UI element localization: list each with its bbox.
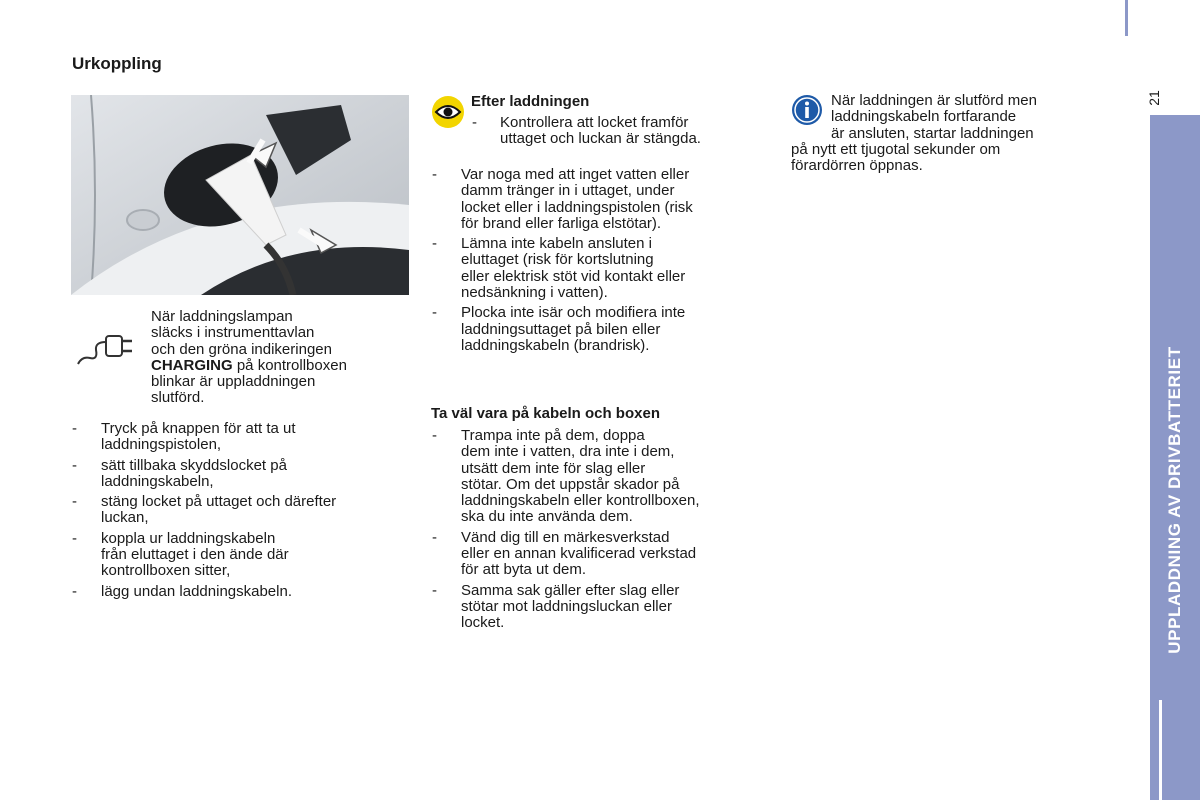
top-accent-bar <box>1125 0 1128 36</box>
cable-care-list <box>431 428 771 636</box>
list-item: - Tryck på knappen för att ta ut laddningspistolen, <box>71 421 411 454</box>
list-item: - sätt tillbaka skyddslocket på laddningskabeln, <box>71 458 411 491</box>
list-item: - Samma sak gäller efter slag eller stötar mot laddningsluckan eller locket. <box>431 583 771 632</box>
info-note: När laddningen är slutförd men laddningskabeln fortfarande är ansluten, startar laddningen på nytt ett tjugotal sekunder om förardörren öppnas. <box>791 92 1037 175</box>
charging-indicator-label: CHARGING <box>151 356 233 374</box>
list-item: - Var noga med att inget vatten eller damm tränger in i uttaget, under locket eller i laddningspistolen (risk för brand eller farliga elstötar). <box>431 167 771 232</box>
page-number: 21 <box>1146 90 1162 106</box>
section-tab-divider <box>1159 700 1162 800</box>
list-item: - Plocka inte isär och modifiera inte laddningsuttaget på bilen eller laddningskabeln (brandrisk). <box>431 305 771 354</box>
disconnect-steps-list <box>71 421 411 604</box>
list-item: - stäng locket på uttaget och därefter luckan, <box>71 494 411 527</box>
eye-icon <box>431 95 465 129</box>
warnings-list <box>431 167 771 358</box>
list-item: - koppla ur laddningskabeln från eluttaget i den ände där kontrollboxen sitter, <box>71 531 411 580</box>
charging-port-photo <box>71 95 409 295</box>
charging-complete-note: När laddningslampan släcks i instrumenttavlan och den gröna indikeringen CHARGING på kontrollboxen blinkar är uppladdningen slutförd. <box>151 308 347 407</box>
plug-cable-icon <box>76 328 140 368</box>
page-title: Urkoppling <box>72 54 162 73</box>
list-item: - Trampa inte på dem, doppa dem inte i vatten, dra inte i dem, utsätt dem inte för slag eller stötar. Om det uppstår skador på laddningskabeln eller kontrollboxen, ska du inte använda dem. <box>431 428 771 526</box>
after-charging-list <box>471 115 771 152</box>
after-charging-title: Efter laddningen <box>471 93 590 110</box>
list-item: - Lämna inte kabeln ansluten i eluttaget (risk för kortslutning eller elektrisk stöt vid kontakt eller nedsänkning i vatten). <box>431 236 771 301</box>
section-label: UPPLADDNING AV DRIVBATTERIET <box>1165 346 1184 654</box>
list-item: - lägg undan laddningskabeln. <box>71 584 411 600</box>
list-item: - Kontrollera att locket framför uttaget och luckan är stängda. <box>471 115 771 148</box>
cable-care-title: Ta väl vara på kabeln och boxen <box>431 405 660 422</box>
list-item: - Vänd dig till en märkesverkstad eller en annan kvalificerad verkstad för att byta ut dem. <box>431 530 771 579</box>
